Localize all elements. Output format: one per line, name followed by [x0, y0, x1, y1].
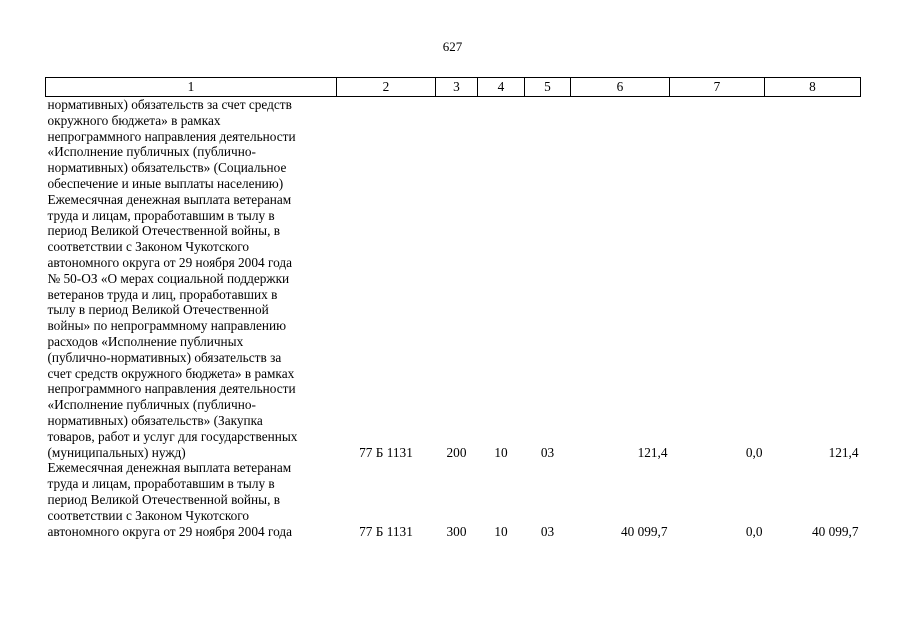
- cell-subsection: 03: [540, 444, 555, 460]
- cell-amount-7: 0,0: [745, 523, 763, 539]
- description-line: труда и лицам, проработавшим в тылу в: [47, 476, 275, 492]
- description-line: товаров, работ и услуг для государственных: [47, 428, 298, 444]
- description-line: обеспечение и иные выплаты населению): [47, 175, 284, 191]
- description-line: непрограммного направления деятельности: [47, 381, 296, 397]
- cell-amount-8: 121,4: [828, 444, 859, 460]
- description-line: нормативных) обязательств» (Закупка: [47, 412, 263, 428]
- description-line: автономного округа от 29 ноября 2004 года: [47, 523, 293, 539]
- budget-table: [45, 77, 861, 539]
- column-header-2: 2: [337, 78, 436, 97]
- row-description: [46, 460, 337, 539]
- description-line: тылу в период Великой Отечественной: [47, 302, 269, 318]
- cell-amount-7: 0,0: [745, 444, 763, 460]
- row-description: [46, 97, 337, 192]
- column-header-5: 5: [525, 78, 571, 97]
- description-line: «Исполнение публичных (публично-: [47, 144, 256, 160]
- column-header-3: 3: [436, 78, 478, 97]
- description-line: период Великой Отечественной войны, в: [47, 223, 281, 239]
- description-line: соответствии с Законом Чукотского: [47, 507, 250, 523]
- description-line: соответствии с Законом Чукотского: [47, 239, 250, 255]
- cell-target-code: 77 Б 1131: [359, 444, 413, 460]
- table-row: [46, 460, 861, 539]
- description-line: нормативных) обязательств» (Социальное: [47, 160, 287, 176]
- cell-amount-6: [571, 97, 670, 192]
- description-line: «Исполнение публичных (публично-: [47, 397, 256, 413]
- description-line: расходов «Исполнение публичных: [47, 333, 244, 349]
- cell-expense-type: 200: [446, 444, 467, 460]
- description-line: непрограммного направления деятельности: [47, 128, 296, 144]
- column-header-7: 7: [670, 78, 765, 97]
- description-line: Ежемесячная денежная выплата ветеранам: [47, 460, 292, 476]
- description-line: автономного округа от 29 ноября 2004 года: [47, 254, 293, 270]
- cell-section: 10: [494, 523, 508, 539]
- description-line: войны» по непрограммному направлению: [47, 318, 287, 334]
- cell-amount-6: 121,4: [637, 444, 668, 460]
- column-header-1: 1: [46, 78, 337, 97]
- cell-subsection: [525, 97, 571, 192]
- description-line: период Великой Отечественной войны, в: [47, 491, 281, 507]
- description-line: счет средств окружного бюджета» в рамках: [47, 365, 295, 381]
- cell-amount-8: [765, 97, 861, 192]
- description-line: нормативных) обязательств за счет средств: [47, 97, 292, 112]
- description-line: ветеранов труда и лиц, проработавших в: [47, 286, 278, 302]
- description-line: окружного бюджета» в рамках: [47, 112, 221, 128]
- column-header-8: 8: [765, 78, 861, 97]
- description-line: Ежемесячная денежная выплата ветеранам: [47, 191, 292, 207]
- cell-target-code: 77 Б 1131: [359, 523, 413, 539]
- row-description: [46, 192, 337, 461]
- cell-amount-7: [670, 97, 765, 192]
- description-line: № 50-ОЗ «О мерах социальной поддержки: [47, 270, 290, 286]
- table-header-row: [46, 78, 861, 97]
- description-line: (муниципальных) нужд): [47, 444, 186, 460]
- description-line: (публично-нормативных) обязательств за: [47, 349, 282, 365]
- page-number: 627: [442, 39, 463, 54]
- cell-amount-8: 40 099,7: [811, 523, 859, 539]
- cell-amount-6: 40 099,7: [620, 523, 668, 539]
- description-line: труда и лицам, проработавшим в тылу в: [47, 207, 275, 223]
- table-row: [46, 192, 861, 461]
- column-header-4: 4: [478, 78, 525, 97]
- cell-expense-type: 300: [446, 523, 467, 539]
- table-row: [46, 97, 861, 192]
- cell-subsection: 03: [540, 523, 555, 539]
- cell-section: 10: [494, 444, 508, 460]
- cell-target-code: [337, 97, 436, 192]
- cell-section: [478, 97, 525, 192]
- column-header-6: 6: [571, 78, 670, 97]
- cell-expense-type: [436, 97, 478, 192]
